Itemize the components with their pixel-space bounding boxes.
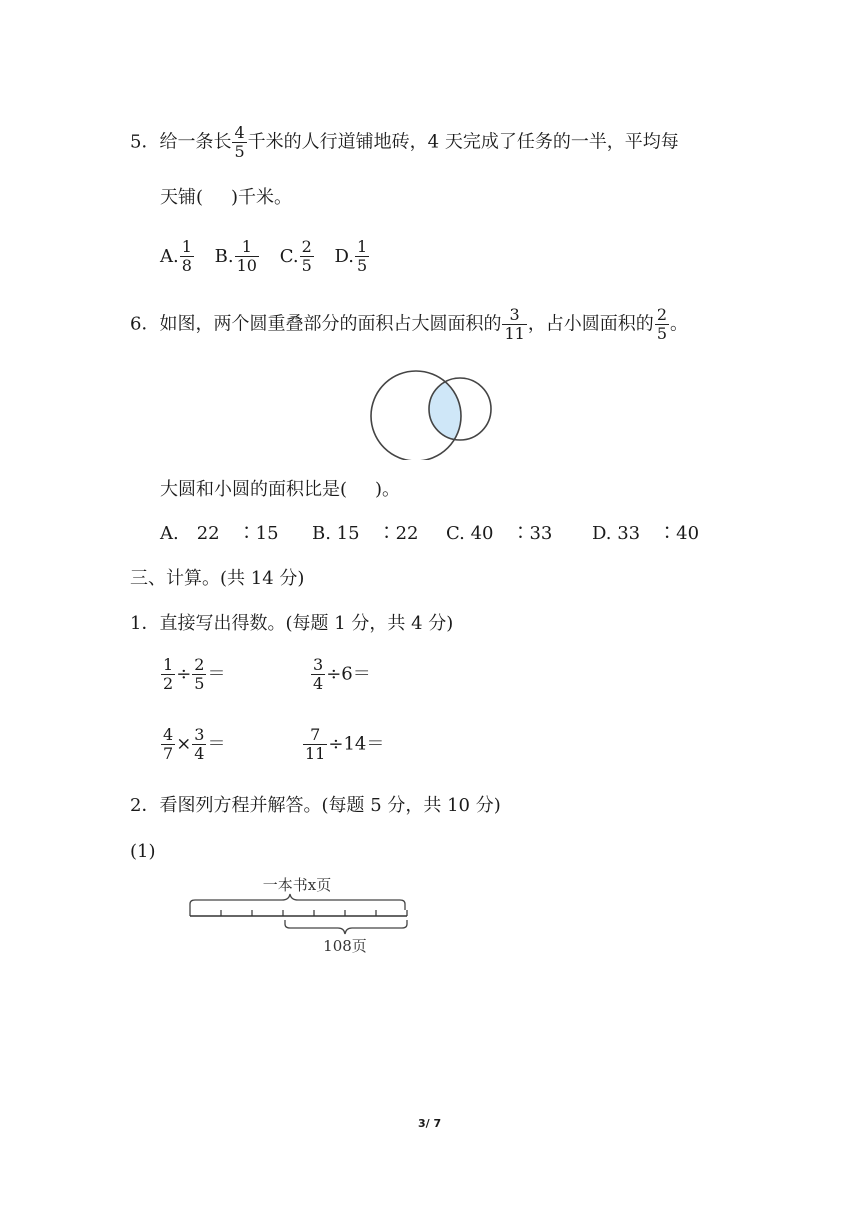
question-5-line1: 5．给一条长 $\frac{4}{5}$ 千米的人行道铺地砖，4 天完成了任务的一半，平均每 xyxy=(130,123,679,161)
part-2-title: 2．看图列方程并解答。(每题 5 分，共 10 分) xyxy=(130,795,501,816)
part-1-title: 1．直接写出得数。(每题 1 分，共 4 分) xyxy=(130,613,454,634)
page-number: 3/ 7 xyxy=(418,1117,442,1130)
expression-4: $\frac{7}{11}$ ÷14＝ xyxy=(305,725,385,763)
question-5-options xyxy=(160,238,384,275)
option-a[interactable]: A. $\frac{1}{8}$ xyxy=(160,237,192,275)
option-b[interactable]: B. $\frac{1}{10}$ xyxy=(214,237,257,275)
option-d[interactable]: D. $\frac{1}{5}$ xyxy=(334,237,368,275)
tick-marks xyxy=(190,910,407,916)
q6-option-a[interactable]: A. 22 ∶15 xyxy=(160,523,279,544)
option-c[interactable]: C. $\frac{2}{5}$ xyxy=(279,237,312,275)
question-6-line1: 6．如图，两个圆重叠部分的面积占大圆面积的 $\frac{3}{11}$ ，占小圆面积的 $\frac{2}{5}$ 。 xyxy=(130,305,688,343)
q6-option-b[interactable]: B. 15 ∶22 xyxy=(312,523,419,544)
bottom-label: 108页 xyxy=(323,937,367,955)
expression-1: $\frac{1}{2}$ ÷ $\frac{2}{5}$ ＝ xyxy=(163,655,226,693)
q6-option-d[interactable]: D. 33 ∶40 xyxy=(592,523,700,544)
bottom-brace xyxy=(285,920,407,934)
sub-question-1: (1) xyxy=(130,841,156,862)
q6-option-c[interactable]: C. 40 ∶33 xyxy=(446,523,553,544)
section-3-title: 三、计算。(共 14 分) xyxy=(130,568,305,589)
fraction: $\frac{4}{5}$ xyxy=(234,123,245,161)
top-brace xyxy=(190,894,405,910)
question-6-ask: 大圆和小圆的面积比是( )。 xyxy=(160,479,401,500)
top-label: 一本书x页 xyxy=(262,876,332,894)
expression-2: $\frac{3}{4}$ ÷6＝ xyxy=(313,655,371,693)
venn-circles-figure xyxy=(360,360,500,460)
expression-3: $\frac{4}{7}$ × $\frac{3}{4}$ ＝ xyxy=(163,725,226,763)
book-pages-diagram xyxy=(185,872,415,958)
question-5-line2: 天铺( )千米。 xyxy=(160,187,293,208)
